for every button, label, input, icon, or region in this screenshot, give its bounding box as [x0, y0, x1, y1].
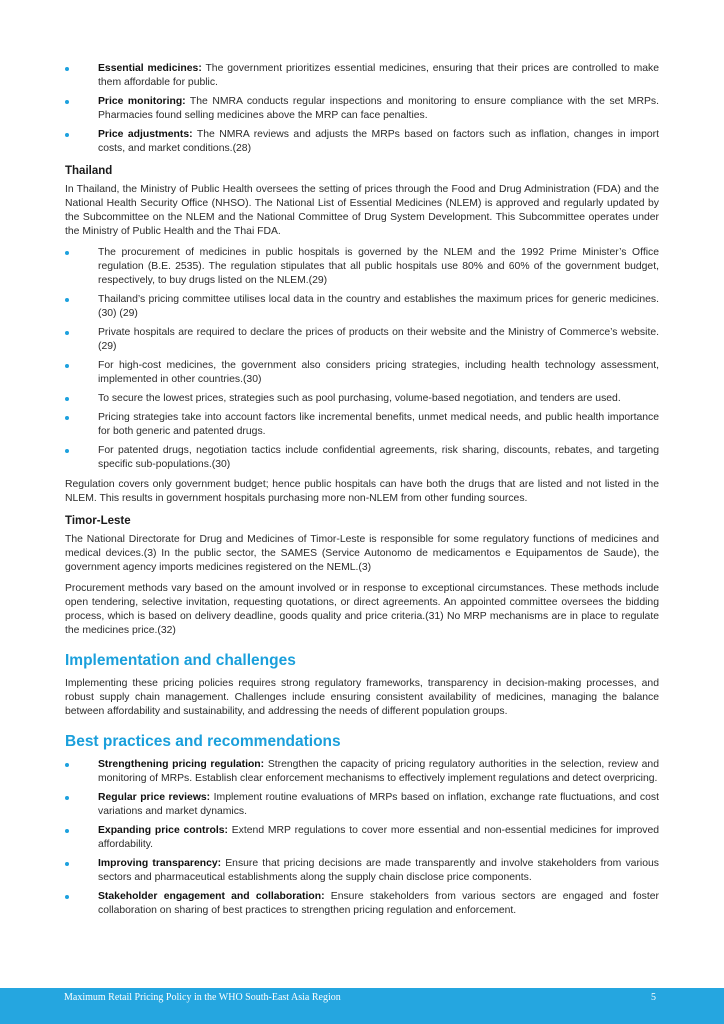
best-practices-heading: Best practices and recommendations [65, 733, 341, 750]
bullet-text: The government prioritizes essential medicines, ensuring that their prices are controlled to make them affordable for public. [98, 63, 660, 88]
page-number: 5 [651, 992, 656, 1003]
list-item [65, 95, 659, 123]
implementation-text: Implementing these pricing policies requires strong regulatory frameworks, transparency in decision-making processes, and robust supply chain management. Challenges include ensuring consistent availability of medicines, managing the balance between affordability and sustainability, and addressing the needs of different population groups. [65, 678, 659, 717]
bullet-text: Implement routine evaluations of MRPs based on inflation, exchange rate fluctuations, and cost variations and market dynamics. [98, 792, 659, 817]
bullet-label: Stakeholder engagement and collaboration: [98, 891, 325, 902]
bullet-text: The NMRA reviews and adjusts the MRPs based on factors such as inflation, changes in import costs, and market conditions.(28) [98, 129, 659, 154]
thailand-intro: In Thailand, the Ministry of Public Health oversees the setting of prices through the Food and Drug Administration (FDA) and the National Health Security Office (NHSO). The National List of Essential Medicines (NLEM) is approved and regularly updated by the Subcommittee on the NLEM and the National Committee of Drug System Development. This Subcommittee operates under the Ministry of Public Health and the Thai FDA. [65, 184, 659, 237]
bullet-label: Strengthening pricing regulation: [98, 759, 265, 770]
list-item [65, 293, 659, 321]
bullet-text: The NMRA conducts regular inspections and monitoring to ensure compliance with the set MRPs. Pharmacies found selling medicines above the MRP can face penalties. [98, 96, 659, 121]
bullet-dot-icon [65, 133, 69, 137]
bullet-label: Regular price reviews: [98, 792, 211, 803]
bullet-text: Private hospitals are required to declare the prices of products on their website and the Ministry of Commerce’s website.(29) [98, 327, 659, 352]
bullet-dot-icon [65, 67, 69, 71]
bullet-dot-icon [65, 895, 69, 899]
thailand-bullet-list [65, 246, 659, 472]
bullet-text: To secure the lowest prices, strategies such as pool purchasing, volume-based negotiation, and tenders are used. [98, 393, 621, 404]
bullet-text: For patented drugs, negotiation tactics include confidential agreements, risk sharing, discounts, rebates, and targeting specific sub-populations.(30) [98, 445, 659, 470]
bullet-label: Price adjustments: [98, 129, 193, 140]
page-content [65, 62, 659, 924]
bullet-dot-icon [65, 829, 69, 833]
bullet-dot-icon [65, 416, 69, 420]
top-bullet-list [65, 62, 659, 156]
footer-title: Maximum Retail Pricing Policy in the WHO South-East Asia Region [64, 992, 341, 1003]
bullet-dot-icon [65, 862, 69, 866]
bullet-dot-icon [65, 331, 69, 335]
bullet-label: Price monitoring: [98, 96, 186, 107]
bullet-text: Ensure that pricing decisions are made transparently and involve stakeholders from various sectors and pharmaceutical establishments along the supply chain disclose price components. [98, 858, 659, 883]
list-item [65, 411, 659, 439]
bullet-dot-icon [65, 796, 69, 800]
best-practices-list [65, 758, 659, 918]
bullet-text: For high-cost medicines, the government also considers pricing strategies, including health technology assessment, implemented in other countries.(30) [98, 360, 659, 385]
bullet-text: Ensure stakeholders from various sectors are engaged and foster collaboration on sharing of best practices to strengthen pricing regulation and enforcement. [98, 891, 659, 916]
list-item [65, 758, 659, 786]
bullet-dot-icon [65, 449, 69, 453]
bullet-dot-icon [65, 364, 69, 368]
bullet-dot-icon [65, 763, 69, 767]
bullet-label: Expanding price controls: [98, 825, 228, 836]
page-footer [0, 988, 724, 1024]
bullet-label: Essential medicines: [98, 63, 202, 74]
list-item [65, 62, 659, 90]
thailand-closing: Regulation covers only government budget; hence public hospitals can have both the drugs that are listed and not listed in the NLEM. This results in government hospitals purchasing more non-NLEM from other funding sources. [65, 479, 659, 504]
timor-leste-para-2: Procurement methods vary based on the amount involved or in response to exceptional circumstances. These methods include open tendering, selective invitation, requesting quotations, or direct agreements. An appointed committee oversees the bidding process, which is based on delivery deadline, goods quality and price criteria.(31) No MRP mechanisms are in place to regulate the medicines price.(32) [65, 583, 659, 636]
list-item [65, 128, 659, 156]
bullet-dot-icon [65, 298, 69, 302]
thailand-heading: Thailand [65, 165, 113, 177]
bullet-text: Strengthen the capacity of pricing regulatory authorities in the selection, review and monitoring of MRPs. Establish clear enforcement mechanisms to effectively implement regulations and detect overpricing. [98, 759, 659, 784]
bullet-text: Extend MRP regulations to cover more essential and non-essential medicines for improved affordability. [98, 825, 659, 850]
list-item [65, 246, 659, 288]
list-item [65, 326, 659, 354]
bullet-dot-icon [65, 397, 69, 401]
list-item [65, 890, 659, 918]
bullet-text: The procurement of medicines in public hospitals is governed by the NLEM and the 1992 Prime Minister’s Office regulation (B.E. 2535). The regulation stipulates that all public hospitals use 80% and 60% of the government budget, respectively, to buy drugs listed on the NLEM.(29) [98, 247, 659, 286]
list-item [65, 392, 659, 406]
list-item [65, 857, 659, 885]
list-item [65, 444, 659, 472]
list-item [65, 791, 659, 819]
bullet-text: Pricing strategies take into account factors like incremental benefits, unmet medical needs, and public health importance for both generic and patented drugs. [98, 412, 659, 437]
timor-leste-para-1: The National Directorate for Drug and Medicines of Timor-Leste is responsible for some regulatory functions of medicines and medical devices.(3) In the public sector, the SAMES (Service Autonomo de medicamentos e Equipamentos de Saude), the government agency imports medicines registered on the NEML.(3) [65, 534, 659, 573]
bullet-dot-icon [65, 100, 69, 104]
bullet-label: Improving transparency: [98, 858, 222, 869]
list-item [65, 824, 659, 852]
bullet-text: Thailand’s pricing committee utilises local data in the country and establishes the maximum prices for generic medicines.(30) (29) [98, 294, 659, 319]
bullet-dot-icon [65, 251, 69, 255]
timor-leste-heading: Timor-Leste [65, 515, 131, 527]
implementation-heading: Implementation and challenges [65, 652, 296, 669]
list-item [65, 359, 659, 387]
